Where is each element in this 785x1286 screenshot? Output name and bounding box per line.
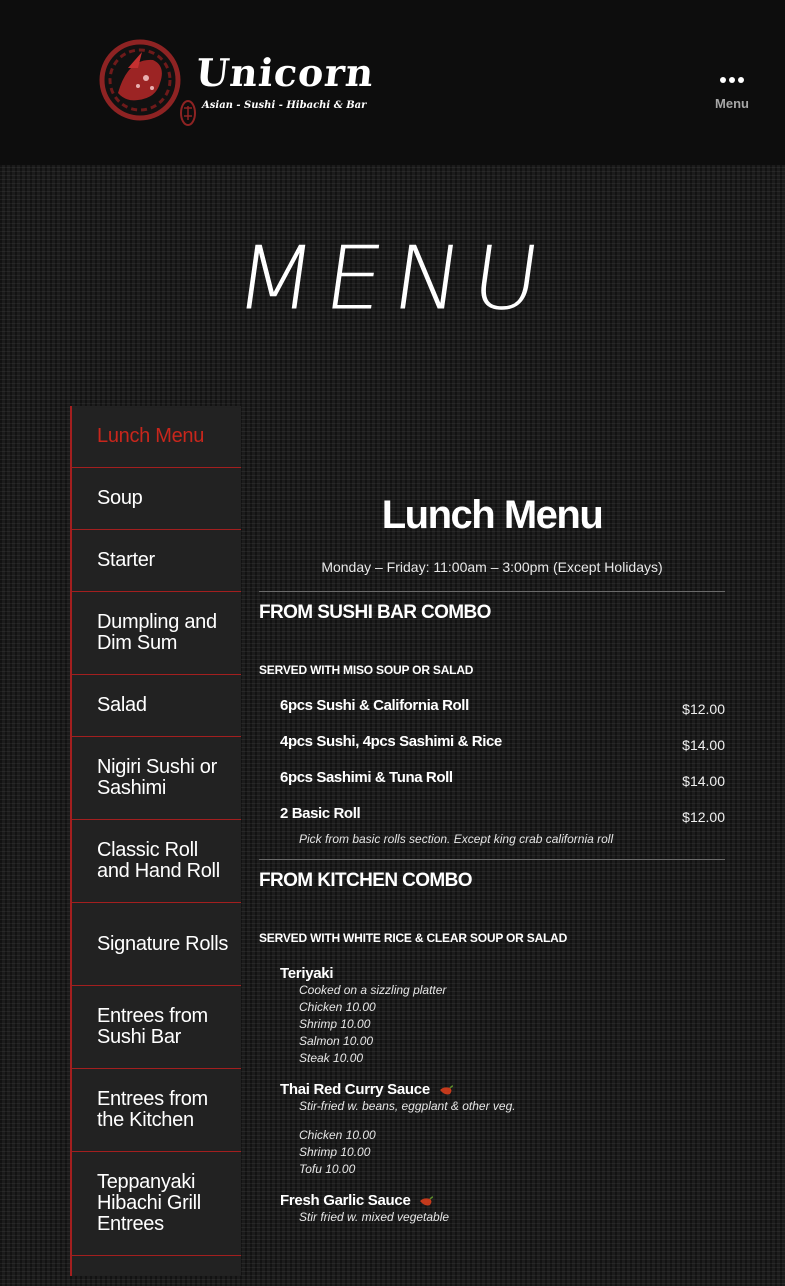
item-name: Thai Red Curry Sauce bbox=[280, 1081, 430, 1098]
sidebar-item-classic-roll[interactable]: Classic Roll and Hand Roll bbox=[72, 820, 241, 903]
item-option: Shrimp 10.00 bbox=[299, 1145, 371, 1159]
site-logo[interactable] bbox=[98, 36, 377, 131]
seal-icon bbox=[178, 98, 198, 128]
item-name: Teriyaki bbox=[280, 965, 334, 982]
sidebar-item-soup[interactable]: Soup bbox=[72, 468, 241, 530]
item-price: $12.00 bbox=[682, 701, 725, 717]
content-title: Lunch Menu bbox=[381, 493, 603, 537]
item-name: 2 Basic Roll bbox=[280, 805, 361, 822]
kitchen-item-teriyaki bbox=[259, 965, 725, 1067]
sidebar-item-entrees-kitchen[interactable]: Entrees from the Kitchen bbox=[72, 1069, 241, 1152]
sidebar-item-dumpling[interactable]: Dumpling and Dim Sum bbox=[72, 592, 241, 675]
item-name: 6pcs Sushi & California Roll bbox=[280, 697, 469, 714]
item-price: $12.00 bbox=[682, 809, 725, 825]
logo-tagline: Asian - Sushi - Hibachi & Bar bbox=[202, 100, 367, 111]
kitchen-item-thai-curry bbox=[259, 1081, 725, 1178]
sidebar-item-teppanyaki[interactable]: Teppanyaki Hibachi Grill Entrees bbox=[72, 1152, 241, 1256]
combo-note: Pick from basic rolls section. Except king crab california roll bbox=[299, 832, 614, 846]
site-header bbox=[0, 0, 785, 165]
sidebar-item-signature-rolls[interactable]: Signature Rolls bbox=[72, 903, 241, 986]
item-option: Shrimp 10.00 bbox=[299, 1017, 371, 1031]
sidebar-item-starter[interactable]: Starter bbox=[72, 530, 241, 592]
menu-category-sidebar bbox=[70, 406, 241, 1276]
item-desc: Stir fried w. mixed vegetable bbox=[299, 1210, 450, 1224]
item-name-row bbox=[259, 1192, 725, 1209]
menu-content bbox=[259, 470, 725, 1226]
pepper-icon bbox=[418, 1196, 434, 1207]
sidebar-item-nigiri[interactable]: Nigiri Sushi or Sashimi bbox=[72, 737, 241, 820]
item-name: 6pcs Sashimi & Tuna Roll bbox=[280, 769, 453, 786]
divider bbox=[259, 591, 725, 592]
served-with-text: SERVED WITH WHITE RICE & CLEAR SOUP OR SALAD bbox=[259, 931, 568, 945]
page-title: MENU bbox=[228, 227, 557, 330]
divider bbox=[259, 859, 725, 860]
item-option: Steak 10.00 bbox=[299, 1051, 364, 1065]
item-name: 4pcs Sushi, 4pcs Sashimi & Rice bbox=[280, 733, 502, 750]
more-dots-icon bbox=[708, 74, 756, 84]
item-name: Fresh Garlic Sauce bbox=[280, 1192, 411, 1209]
item-price: $14.00 bbox=[682, 773, 725, 789]
hours-text: Monday – Friday: 11:00am – 3:00pm (Except Holidays) bbox=[321, 559, 663, 575]
unicorn-emblem-icon bbox=[98, 38, 182, 122]
sidebar-item-lunch-menu[interactable]: Lunch Menu bbox=[72, 406, 241, 468]
item-desc: Cooked on a sizzling platter bbox=[299, 983, 447, 997]
menu-item bbox=[259, 733, 725, 769]
item-option: Tofu 10.00 bbox=[299, 1162, 356, 1176]
menu-item bbox=[259, 697, 725, 733]
item-option: Chicken 10.00 bbox=[299, 1128, 376, 1142]
section-title-kitchen-combo: FROM KITCHEN COMBO bbox=[259, 870, 472, 891]
sushi-combo-list bbox=[259, 697, 725, 832]
item-price: $14.00 bbox=[682, 737, 725, 753]
menu-item bbox=[259, 769, 725, 805]
section-title-sushi-combo: FROM SUSHI BAR COMBO bbox=[259, 602, 491, 623]
sidebar-item-entrees-sushi-bar[interactable]: Entrees from Sushi Bar bbox=[72, 986, 241, 1069]
item-desc: Stir-fried w. beans, eggplant & other veg. bbox=[299, 1099, 516, 1113]
served-with-text: SERVED WITH MISO SOUP OR SALAD bbox=[259, 663, 474, 677]
item-option: Salmon 10.00 bbox=[299, 1034, 374, 1048]
logo-wordmark: Unicorn bbox=[193, 50, 377, 95]
pepper-icon bbox=[438, 1085, 454, 1096]
menu-toggle-button[interactable] bbox=[708, 74, 756, 111]
kitchen-item-garlic bbox=[259, 1192, 725, 1226]
menu-item bbox=[259, 805, 725, 832]
sidebar-item-more[interactable] bbox=[72, 1256, 241, 1286]
sidebar-item-salad[interactable]: Salad bbox=[72, 675, 241, 737]
item-option: Chicken 10.00 bbox=[299, 1000, 376, 1014]
menu-toggle-label: Menu bbox=[715, 96, 749, 111]
item-name-row bbox=[259, 1081, 725, 1098]
